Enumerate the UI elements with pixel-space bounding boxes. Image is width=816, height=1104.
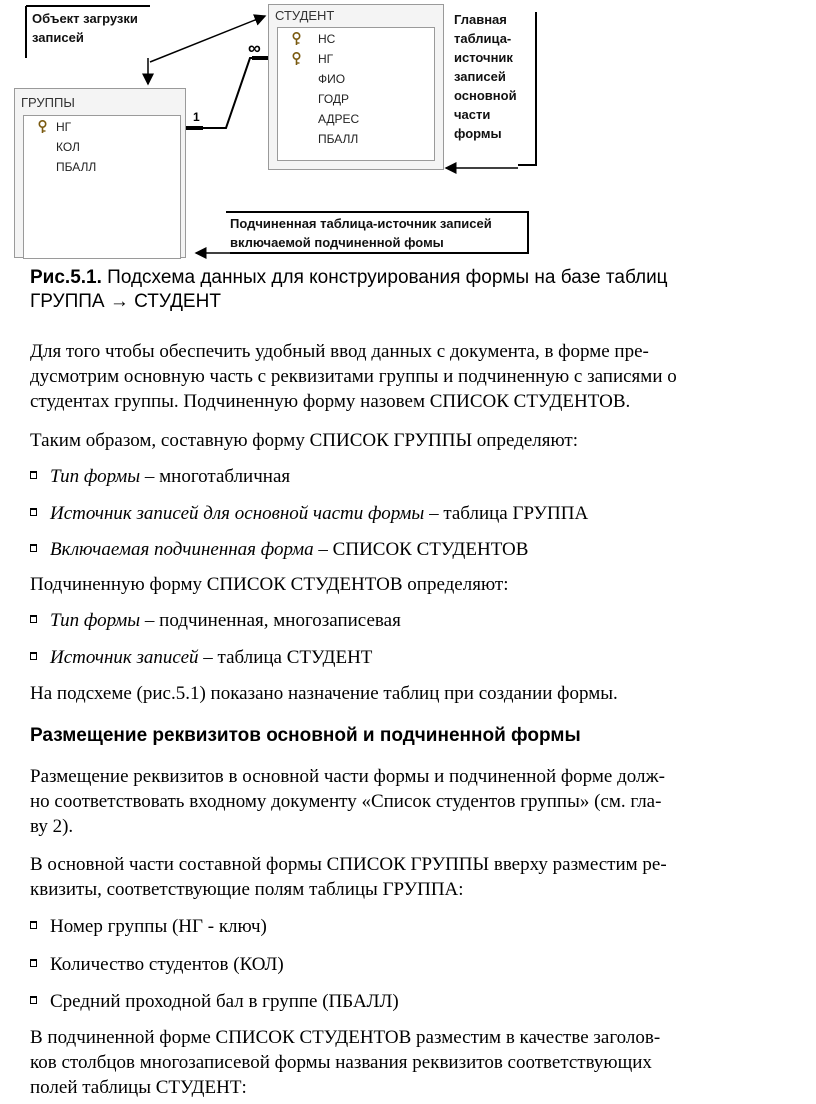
student-table-fields [277,27,435,161]
paragraph-4: На подсхеме (рис.5.1) показано назначение таблиц при создании формы. [30,683,618,704]
figure-caption [30,266,800,314]
student-table [268,4,444,170]
groups-table [14,88,186,258]
paragraph-6: В основной части составной формы СПИСОК ГРУППЫ вверху разместим ре- квизиты, соответствующие полям таблицы ГРУППА: [30,854,667,900]
paragraph-1: Для того чтобы обеспечить удобный ввод данных с документа, в форме пре- дусмотрим основную часть с реквизитами группы и подчиненную с записями о студентах группы. Подчиненную форму назовем СПИСОК СТУДЕНТОВ. [30,341,677,412]
bullet-icon [30,996,37,1004]
main-table-label-border [518,12,536,165]
student-field: НГ [318,52,334,66]
bullet-icon [30,471,37,479]
student-field: АДРЕС [318,112,360,126]
subtable-label: Подчиненная таблица-источник записей включаемой подчиненной фомы [230,216,492,250]
student-field: ПБАЛЛ [318,132,359,146]
groups-field: НГ [56,120,72,134]
section-heading: Размещение реквизитов основной и подчиненной формы [30,725,581,746]
student-field: ГОДР [318,92,350,106]
main-table-label: Главная таблица- источник записей основной части формы [454,12,517,141]
bullet-icon [30,652,37,660]
caption-prefix: Рис.5.1. [30,267,102,288]
bullet-icon [30,959,37,967]
paragraph-2: Таким образом, составную форму СПИСОК ГРУППЫ определяют: [30,430,579,451]
caption-line2: ГРУППА → СТУДЕНТ [30,291,221,312]
groups-field: ПБАЛЛ [56,160,97,174]
groups-table-title: ГРУППЫ [21,95,75,110]
student-field: ФИО [318,72,346,86]
paragraph-7: В подчиненной форме СПИСОК СТУДЕНТОВ разместим в качестве заголов- ков столбцов многозаписевой формы названия реквизитов соответствующих полей таблицы СТУДЕНТ: [30,1027,661,1098]
load-object-label: Объект загрузки записей [32,11,138,45]
groups-field: КОЛ [56,140,80,154]
bullet-icon [30,544,37,552]
bullet-icon [30,921,37,929]
key-icon [292,52,301,66]
key-icon [38,120,47,134]
paragraph-5: Размещение реквизитов в основной части формы и подчиненной форме долж- но соответствовать входному документу «Список студентов группы» (см. гла- ву 2). [30,766,665,837]
key-icon [292,32,301,46]
data-schema-diagram [0,0,816,262]
paragraph-3: Подчиненную форму СПИСОК СТУДЕНТОВ определяют: [30,574,509,595]
student-table-title: СТУДЕНТ [275,8,335,23]
groups-table-fields [23,115,181,259]
bullet-icon [30,615,37,623]
caption-line1: Подсхема данных для конструирования формы на базе таблиц [101,267,668,288]
bullet-icon [30,508,37,516]
rel-one-symbol: 1 [193,110,200,124]
rel-many-symbol: ∞ [248,38,261,58]
student-field: НС [318,32,336,46]
